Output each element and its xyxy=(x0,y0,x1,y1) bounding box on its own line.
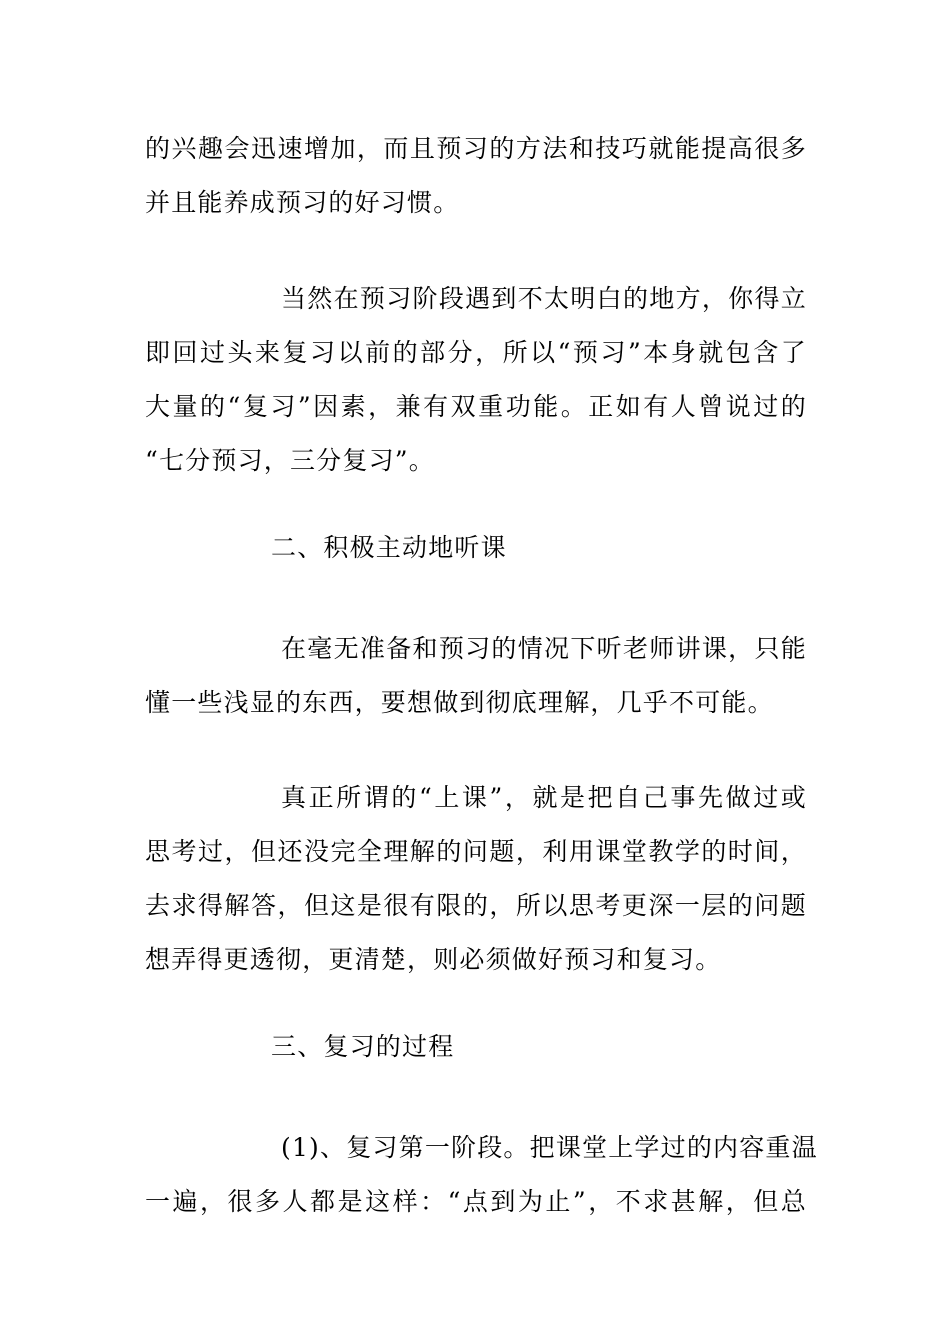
text-line: 真正所谓的“上课”，就是把自己事先做过或 xyxy=(281,783,807,812)
paragraph-real-class xyxy=(145,771,807,987)
text-line: 的兴趣会迅速增加，而且预习的方法和技巧就能提高很多 xyxy=(145,134,807,163)
text-line: 想弄得更透彻，更清楚，则必须做好预习和复习。 xyxy=(145,945,722,974)
section-heading-listen: 二、积极主动地听课 xyxy=(271,533,507,562)
paragraph-preview-review xyxy=(145,272,807,488)
text-line: “七分预习，三分复习”。 xyxy=(145,446,435,475)
section-heading-review: 三、复习的过程 xyxy=(271,1032,455,1061)
paragraph-review-stage-one xyxy=(145,1121,818,1229)
text-line: 思考过，但还没完全理解的问题，利用课堂教学的时间， xyxy=(145,837,807,866)
text-line: 懂一些浅显的东西，要想做到彻底理解，几乎不可能。 xyxy=(145,688,774,717)
paragraph-unprepared xyxy=(145,622,807,730)
text-line: 当然在预习阶段遇到不太明白的地方，你得立 xyxy=(281,284,807,313)
text-line: (1)、复习第一阶段。把课堂上学过的内容重温 xyxy=(281,1133,818,1162)
text-line: 大量的“复习”因素，兼有双重功能。正如有人曾说过的 xyxy=(145,392,807,421)
text-line: 去求得解答，但这是很有限的，所以思考更深一层的问题 xyxy=(145,891,807,920)
text-line: 在毫无准备和预习的情况下听老师讲课，只能 xyxy=(281,634,807,663)
text-line: 并且能养成预习的好习惯。 xyxy=(145,188,460,217)
text-line: 一遍，很多人都是这样：“点到为止”，不求甚解，但总 xyxy=(145,1187,807,1216)
paragraph-preview-benefits xyxy=(145,122,807,230)
text-line: 即回过头来复习以前的部分，所以“预习”本身就包含了 xyxy=(145,338,807,367)
